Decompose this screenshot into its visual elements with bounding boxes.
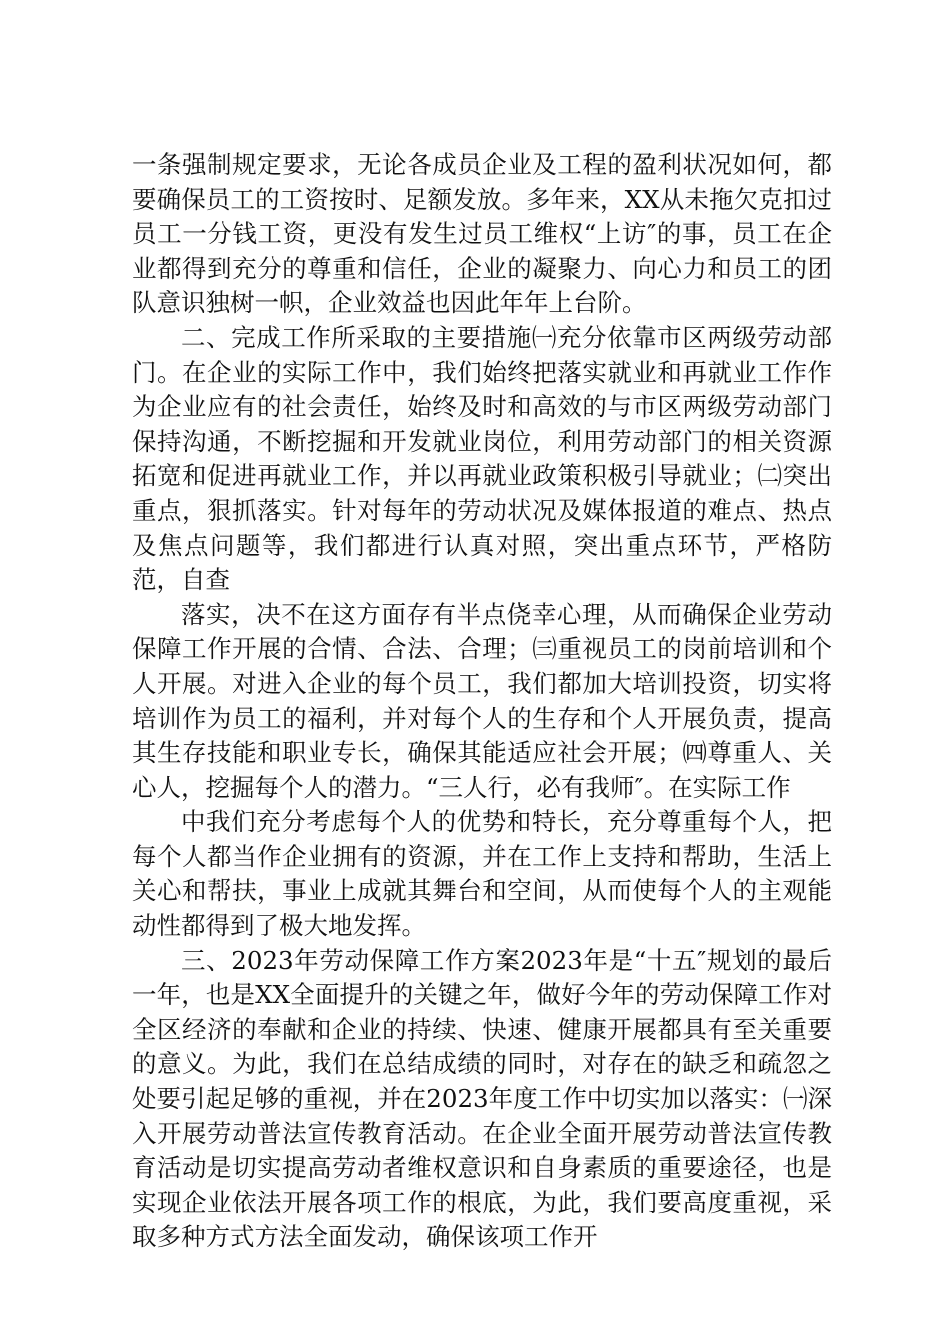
document-page (132, 148, 832, 1255)
paragraph-1: 一条强制规定要求，无论各成员企业及工程的盈利状况如何，都要确保员工的工资按时、足额发放。多年来，XX从未拖欠克扣过员工一分钱工资，更没有发生过员工维权“上访″的事，员工在企业都得到充分的尊重和信任，企业的凝聚力、向心力和员工的团队意识独树一帜，企业效益也因此年年上台阶。 (132, 150, 832, 318)
paragraph-2: 二、完成工作所采取的主要措施㈠充分依靠市区两级劳动部门。在企业的实际工作中，我们始终把落实就业和再就业工作作为企业应有的社会责任，始终及时和高效的与市区两级劳动部门保持沟通，不断挖掘和开发就业岗位，利用劳动部门的相关资源拓宽和促进再就业工作，并以再就业政策积极引导就业；㈡突出重点，狠抓落实。针对每年的劳动状况及媒体报道的难点、热点及焦点问题等，我们都进行认真对照，突出重点环节，严格防范，自查 (132, 322, 832, 595)
paragraph-3: 落实，决不在这方面存有半点侥幸心理，从而确保企业劳动保障工作开展的合情、合法、合理；㈢重视员工的岗前培训和个人开展。对进入企业的每个员工，我们都加大培训投资，切实将培训作为员工的福利，并对每个人的生存和个人开展负责，提高其生存技能和职业专长，确保其能适应社会开展；㈣尊重人、关心人，挖掘每个人的潜力。“三人行，必有我师″。在实际工作 (132, 599, 832, 802)
paragraph-5: 三、2023年劳动保障工作方案2023年是“十五″规划的最后一年，也是XX全面提升的关键之年，做好今年的劳动保障工作对全区经济的奉献和企业的持续、快速、健康开展都具有至关重要的意义。为此，我们在总结成绩的同时，对存在的缺乏和疏忽之处要引起足够的重视，并在2023年度工作中切实加以落实：㈠深入开展劳动普法宣传教育活动。在企业全面开展劳动普法宣传教育活动是切实提高劳动者维权意识和自身素质的重要途径，也是实现企业依法开展各项工作的根底，为此，我们要高度重视，采取多种方式方法全面发动，确保该项工作开 (132, 945, 832, 1252)
paragraph-4: 中我们充分考虑每个人的优势和特长，充分尊重每个人，把每个人都当作企业拥有的资源，并在工作上支持和帮助，生活上关心和帮扶，事业上成就其舞台和空间，从而使每个人的主观能动性都得到了极大地发挥。 (132, 807, 832, 941)
